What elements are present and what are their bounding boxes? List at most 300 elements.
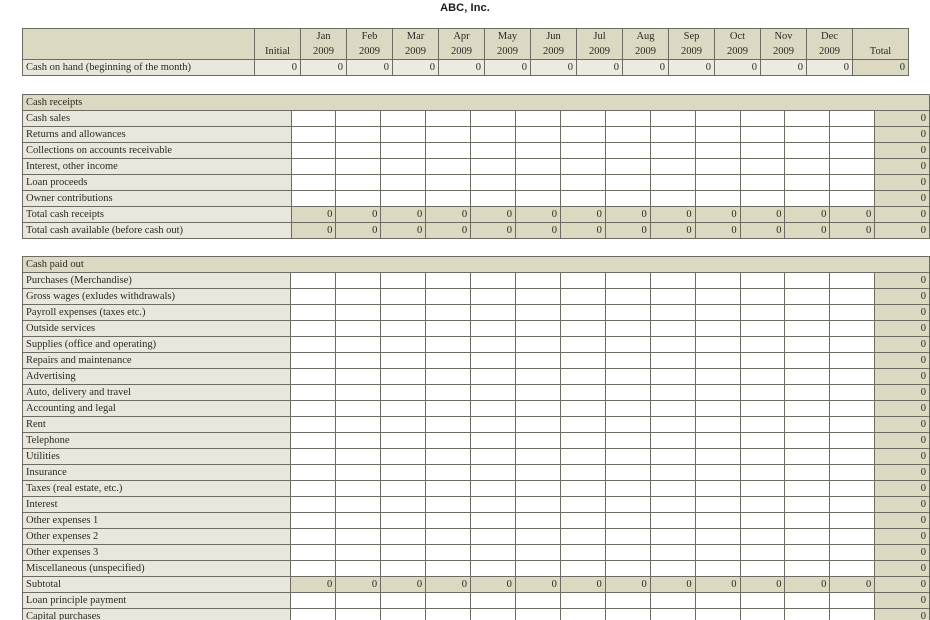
row-input-cell[interactable]: [515, 481, 560, 497]
row-value-cell[interactable]: 0: [516, 207, 561, 223]
row-value-cell[interactable]: 0: [605, 223, 650, 239]
row-input-cell[interactable]: [471, 609, 516, 620]
row-input-cell[interactable]: [426, 545, 471, 561]
row-input-cell[interactable]: [381, 127, 426, 143]
row-value-cell[interactable]: 0: [695, 223, 740, 239]
row-input-cell[interactable]: [650, 353, 695, 369]
row-input-cell[interactable]: [695, 289, 740, 305]
row-input-cell[interactable]: [336, 191, 381, 207]
row-input-cell[interactable]: [650, 337, 695, 353]
row-input-cell[interactable]: [650, 159, 695, 175]
row-input-cell[interactable]: [426, 159, 471, 175]
row-input-cell[interactable]: [291, 529, 336, 545]
row-value-cell[interactable]: 0: [695, 207, 740, 223]
row-input-cell[interactable]: [560, 609, 605, 620]
row-input-cell[interactable]: [381, 353, 426, 369]
row-input-cell[interactable]: [560, 465, 605, 481]
cash-on-hand-cell[interactable]: 0: [669, 60, 715, 76]
row-input-cell[interactable]: [785, 353, 830, 369]
row-input-cell[interactable]: [471, 401, 516, 417]
row-input-cell[interactable]: [695, 401, 740, 417]
row-input-cell[interactable]: [336, 127, 381, 143]
row-input-cell[interactable]: [785, 289, 830, 305]
row-value-cell[interactable]: 0: [560, 223, 605, 239]
row-input-cell[interactable]: [605, 417, 650, 433]
row-input-cell[interactable]: [695, 273, 740, 289]
row-value-cell[interactable]: 0: [830, 223, 875, 239]
row-input-cell[interactable]: [695, 497, 740, 513]
row-input-cell[interactable]: [740, 433, 785, 449]
cash-on-hand-cell[interactable]: 0: [439, 60, 485, 76]
row-input-cell[interactable]: [426, 433, 471, 449]
row-input-cell[interactable]: [830, 191, 875, 207]
row-input-cell[interactable]: [785, 545, 830, 561]
row-input-cell[interactable]: [515, 513, 560, 529]
row-input-cell[interactable]: [515, 593, 560, 609]
row-input-cell[interactable]: [381, 561, 426, 577]
row-input-cell[interactable]: [695, 481, 740, 497]
row-input-cell[interactable]: [336, 449, 381, 465]
row-input-cell[interactable]: [381, 111, 426, 127]
row-input-cell[interactable]: [426, 191, 471, 207]
row-input-cell[interactable]: [695, 545, 740, 561]
row-input-cell[interactable]: [785, 305, 830, 321]
row-input-cell[interactable]: [695, 561, 740, 577]
row-input-cell[interactable]: [426, 561, 471, 577]
row-input-cell[interactable]: [471, 481, 516, 497]
row-input-cell[interactable]: [695, 449, 740, 465]
row-input-cell[interactable]: [336, 385, 381, 401]
row-input-cell[interactable]: [515, 529, 560, 545]
row-input-cell[interactable]: [426, 449, 471, 465]
row-input-cell[interactable]: [560, 385, 605, 401]
row-input-cell[interactable]: [785, 111, 830, 127]
row-input-cell[interactable]: [740, 417, 785, 433]
row-input-cell[interactable]: [381, 273, 426, 289]
row-input-cell[interactable]: [515, 337, 560, 353]
row-input-cell[interactable]: [650, 529, 695, 545]
row-input-cell[interactable]: [471, 191, 516, 207]
row-input-cell[interactable]: [605, 191, 650, 207]
row-input-cell[interactable]: [291, 417, 336, 433]
row-input-cell[interactable]: [605, 127, 650, 143]
row-input-cell[interactable]: [740, 465, 785, 481]
row-input-cell[interactable]: [560, 337, 605, 353]
row-input-cell[interactable]: [695, 127, 740, 143]
row-input-cell[interactable]: [740, 321, 785, 337]
row-input-cell[interactable]: [560, 321, 605, 337]
row-input-cell[interactable]: [516, 175, 561, 191]
row-input-cell[interactable]: [336, 369, 381, 385]
row-input-cell[interactable]: [291, 143, 336, 159]
row-input-cell[interactable]: [336, 417, 381, 433]
row-input-cell[interactable]: [426, 289, 471, 305]
row-value-cell[interactable]: 0: [515, 577, 560, 593]
row-input-cell[interactable]: [785, 433, 830, 449]
row-input-cell[interactable]: [695, 353, 740, 369]
row-input-cell[interactable]: [426, 111, 471, 127]
cash-on-hand-cell[interactable]: 0: [301, 60, 347, 76]
row-input-cell[interactable]: [830, 497, 875, 513]
row-input-cell[interactable]: [515, 433, 560, 449]
row-input-cell[interactable]: [740, 175, 785, 191]
row-input-cell[interactable]: [695, 513, 740, 529]
row-input-cell[interactable]: [695, 369, 740, 385]
row-input-cell[interactable]: [515, 417, 560, 433]
row-input-cell[interactable]: [336, 561, 381, 577]
row-input-cell[interactable]: [785, 337, 830, 353]
cash-on-hand-cell[interactable]: 0: [347, 60, 393, 76]
row-input-cell[interactable]: [560, 191, 605, 207]
row-input-cell[interactable]: [740, 369, 785, 385]
row-input-cell[interactable]: [381, 289, 426, 305]
row-input-cell[interactable]: [785, 385, 830, 401]
row-input-cell[interactable]: [291, 481, 336, 497]
row-input-cell[interactable]: [291, 273, 336, 289]
row-input-cell[interactable]: [785, 159, 830, 175]
row-input-cell[interactable]: [830, 417, 875, 433]
row-input-cell[interactable]: [291, 175, 336, 191]
row-input-cell[interactable]: [515, 561, 560, 577]
row-value-cell[interactable]: 0: [471, 577, 516, 593]
row-input-cell[interactable]: [695, 417, 740, 433]
cash-on-hand-cell[interactable]: 0: [761, 60, 807, 76]
row-input-cell[interactable]: [291, 385, 336, 401]
cash-on-hand-cell[interactable]: 0: [255, 60, 301, 76]
row-input-cell[interactable]: [650, 545, 695, 561]
cash-on-hand-cell[interactable]: 0: [393, 60, 439, 76]
row-input-cell[interactable]: [650, 111, 695, 127]
row-input-cell[interactable]: [426, 273, 471, 289]
row-input-cell[interactable]: [695, 337, 740, 353]
row-input-cell[interactable]: [471, 143, 516, 159]
row-input-cell[interactable]: [471, 305, 516, 321]
row-input-cell[interactable]: [695, 111, 740, 127]
row-value-cell[interactable]: 0: [381, 223, 426, 239]
row-input-cell[interactable]: [605, 353, 650, 369]
row-input-cell[interactable]: [695, 609, 740, 620]
row-input-cell[interactable]: [740, 449, 785, 465]
row-input-cell[interactable]: [650, 385, 695, 401]
row-input-cell[interactable]: [605, 175, 650, 191]
row-input-cell[interactable]: [605, 273, 650, 289]
row-input-cell[interactable]: [336, 111, 381, 127]
row-input-cell[interactable]: [650, 175, 695, 191]
row-input-cell[interactable]: [471, 273, 516, 289]
row-input-cell[interactable]: [381, 465, 426, 481]
row-value-cell[interactable]: 0: [785, 223, 830, 239]
cash-on-hand-cell[interactable]: 0: [715, 60, 761, 76]
row-input-cell[interactable]: [381, 609, 426, 620]
row-input-cell[interactable]: [336, 159, 381, 175]
row-input-cell[interactable]: [560, 111, 605, 127]
row-input-cell[interactable]: [381, 159, 426, 175]
row-input-cell[interactable]: [336, 353, 381, 369]
row-input-cell[interactable]: [381, 191, 426, 207]
row-input-cell[interactable]: [560, 289, 605, 305]
row-input-cell[interactable]: [291, 465, 336, 481]
row-input-cell[interactable]: [830, 111, 875, 127]
row-input-cell[interactable]: [560, 127, 605, 143]
row-input-cell[interactable]: [515, 545, 560, 561]
row-input-cell[interactable]: [605, 529, 650, 545]
row-input-cell[interactable]: [650, 497, 695, 513]
row-input-cell[interactable]: [471, 529, 516, 545]
row-input-cell[interactable]: [515, 353, 560, 369]
row-input-cell[interactable]: [381, 529, 426, 545]
row-input-cell[interactable]: [830, 369, 875, 385]
row-input-cell[interactable]: [740, 289, 785, 305]
row-value-cell[interactable]: 0: [650, 223, 695, 239]
row-value-cell[interactable]: 0: [381, 207, 426, 223]
row-input-cell[interactable]: [740, 191, 785, 207]
row-input-cell[interactable]: [291, 561, 336, 577]
row-input-cell[interactable]: [291, 353, 336, 369]
row-input-cell[interactable]: [291, 127, 336, 143]
row-value-cell[interactable]: 0: [605, 577, 650, 593]
row-input-cell[interactable]: [785, 191, 830, 207]
row-input-cell[interactable]: [605, 401, 650, 417]
cash-on-hand-cell[interactable]: 0: [623, 60, 669, 76]
row-input-cell[interactable]: [516, 191, 561, 207]
row-value-cell[interactable]: 0: [336, 577, 381, 593]
row-input-cell[interactable]: [830, 609, 875, 620]
row-input-cell[interactable]: [605, 593, 650, 609]
row-input-cell[interactable]: [695, 465, 740, 481]
row-input-cell[interactable]: [830, 561, 875, 577]
cash-on-hand-cell[interactable]: 0: [531, 60, 577, 76]
row-input-cell[interactable]: [560, 593, 605, 609]
row-value-cell[interactable]: 0: [471, 207, 516, 223]
row-input-cell[interactable]: [291, 497, 336, 513]
row-value-cell[interactable]: 0: [471, 223, 516, 239]
row-input-cell[interactable]: [650, 513, 695, 529]
row-input-cell[interactable]: [291, 449, 336, 465]
row-input-cell[interactable]: [426, 385, 471, 401]
row-value-cell[interactable]: 0: [291, 207, 336, 223]
row-value-cell[interactable]: 0: [426, 207, 471, 223]
row-input-cell[interactable]: [560, 369, 605, 385]
row-input-cell[interactable]: [471, 369, 516, 385]
row-input-cell[interactable]: [605, 513, 650, 529]
row-input-cell[interactable]: [426, 305, 471, 321]
row-input-cell[interactable]: [605, 609, 650, 620]
row-input-cell[interactable]: [471, 175, 516, 191]
row-input-cell[interactable]: [515, 369, 560, 385]
row-input-cell[interactable]: [740, 481, 785, 497]
row-input-cell[interactable]: [740, 273, 785, 289]
row-input-cell[interactable]: [381, 369, 426, 385]
row-input-cell[interactable]: [650, 305, 695, 321]
row-input-cell[interactable]: [426, 401, 471, 417]
row-value-cell[interactable]: 0: [291, 577, 336, 593]
row-input-cell[interactable]: [426, 353, 471, 369]
row-input-cell[interactable]: [471, 321, 516, 337]
row-input-cell[interactable]: [336, 481, 381, 497]
row-input-cell[interactable]: [560, 433, 605, 449]
row-input-cell[interactable]: [695, 191, 740, 207]
row-input-cell[interactable]: [426, 593, 471, 609]
row-input-cell[interactable]: [426, 417, 471, 433]
row-input-cell[interactable]: [740, 385, 785, 401]
row-input-cell[interactable]: [560, 529, 605, 545]
row-input-cell[interactable]: [560, 545, 605, 561]
row-input-cell[interactable]: [605, 433, 650, 449]
row-input-cell[interactable]: [785, 417, 830, 433]
row-input-cell[interactable]: [830, 321, 875, 337]
row-input-cell[interactable]: [650, 369, 695, 385]
row-input-cell[interactable]: [785, 513, 830, 529]
row-input-cell[interactable]: [740, 127, 785, 143]
row-input-cell[interactable]: [605, 111, 650, 127]
row-input-cell[interactable]: [381, 481, 426, 497]
row-input-cell[interactable]: [650, 401, 695, 417]
row-input-cell[interactable]: [650, 321, 695, 337]
row-input-cell[interactable]: [785, 481, 830, 497]
row-input-cell[interactable]: [605, 497, 650, 513]
row-input-cell[interactable]: [560, 175, 605, 191]
row-input-cell[interactable]: [471, 561, 516, 577]
row-input-cell[interactable]: [336, 289, 381, 305]
row-input-cell[interactable]: [560, 401, 605, 417]
row-input-cell[interactable]: [426, 513, 471, 529]
row-input-cell[interactable]: [291, 111, 336, 127]
row-input-cell[interactable]: [381, 321, 426, 337]
row-input-cell[interactable]: [560, 159, 605, 175]
row-input-cell[interactable]: [650, 593, 695, 609]
row-input-cell[interactable]: [650, 481, 695, 497]
row-input-cell[interactable]: [785, 529, 830, 545]
row-input-cell[interactable]: [650, 143, 695, 159]
row-input-cell[interactable]: [740, 401, 785, 417]
row-input-cell[interactable]: [785, 321, 830, 337]
row-input-cell[interactable]: [740, 159, 785, 175]
row-input-cell[interactable]: [426, 465, 471, 481]
row-input-cell[interactable]: [560, 497, 605, 513]
row-input-cell[interactable]: [336, 433, 381, 449]
row-input-cell[interactable]: [650, 273, 695, 289]
row-input-cell[interactable]: [560, 481, 605, 497]
row-value-cell[interactable]: 0: [830, 577, 875, 593]
cash-on-hand-cell[interactable]: 0: [807, 60, 853, 76]
row-input-cell[interactable]: [471, 513, 516, 529]
row-input-cell[interactable]: [291, 433, 336, 449]
row-input-cell[interactable]: [695, 143, 740, 159]
row-input-cell[interactable]: [605, 449, 650, 465]
row-input-cell[interactable]: [336, 593, 381, 609]
row-input-cell[interactable]: [695, 305, 740, 321]
row-input-cell[interactable]: [291, 513, 336, 529]
row-input-cell[interactable]: [695, 385, 740, 401]
row-input-cell[interactable]: [695, 433, 740, 449]
row-input-cell[interactable]: [515, 321, 560, 337]
row-input-cell[interactable]: [336, 321, 381, 337]
row-input-cell[interactable]: [471, 127, 516, 143]
row-value-cell[interactable]: 0: [740, 223, 785, 239]
row-input-cell[interactable]: [650, 433, 695, 449]
row-value-cell[interactable]: 0: [426, 223, 471, 239]
row-input-cell[interactable]: [785, 401, 830, 417]
row-input-cell[interactable]: [695, 529, 740, 545]
row-input-cell[interactable]: [605, 385, 650, 401]
row-input-cell[interactable]: [336, 465, 381, 481]
row-value-cell[interactable]: 0: [336, 223, 381, 239]
row-input-cell[interactable]: [785, 449, 830, 465]
row-input-cell[interactable]: [426, 175, 471, 191]
row-input-cell[interactable]: [740, 111, 785, 127]
row-input-cell[interactable]: [336, 305, 381, 321]
row-input-cell[interactable]: [515, 401, 560, 417]
row-input-cell[interactable]: [740, 513, 785, 529]
row-input-cell[interactable]: [471, 449, 516, 465]
row-input-cell[interactable]: [336, 175, 381, 191]
row-input-cell[interactable]: [336, 273, 381, 289]
row-input-cell[interactable]: [695, 159, 740, 175]
row-value-cell[interactable]: 0: [785, 207, 830, 223]
row-input-cell[interactable]: [471, 497, 516, 513]
row-input-cell[interactable]: [650, 449, 695, 465]
row-input-cell[interactable]: [830, 143, 875, 159]
row-value-cell[interactable]: 0: [291, 223, 336, 239]
row-input-cell[interactable]: [740, 529, 785, 545]
row-input-cell[interactable]: [515, 289, 560, 305]
row-value-cell[interactable]: 0: [605, 207, 650, 223]
row-input-cell[interactable]: [785, 465, 830, 481]
row-input-cell[interactable]: [426, 337, 471, 353]
row-input-cell[interactable]: [785, 561, 830, 577]
row-input-cell[interactable]: [605, 305, 650, 321]
row-input-cell[interactable]: [740, 561, 785, 577]
row-input-cell[interactable]: [830, 465, 875, 481]
row-value-cell[interactable]: 0: [650, 207, 695, 223]
row-input-cell[interactable]: [605, 545, 650, 561]
row-input-cell[interactable]: [336, 497, 381, 513]
row-input-cell[interactable]: [291, 305, 336, 321]
row-input-cell[interactable]: [650, 609, 695, 620]
row-input-cell[interactable]: [560, 561, 605, 577]
row-input-cell[interactable]: [291, 545, 336, 561]
row-input-cell[interactable]: [426, 321, 471, 337]
row-input-cell[interactable]: [830, 545, 875, 561]
row-input-cell[interactable]: [650, 561, 695, 577]
row-value-cell[interactable]: 0: [830, 207, 875, 223]
row-input-cell[interactable]: [516, 127, 561, 143]
row-input-cell[interactable]: [471, 289, 516, 305]
row-input-cell[interactable]: [560, 417, 605, 433]
row-value-cell[interactable]: 0: [426, 577, 471, 593]
row-input-cell[interactable]: [650, 417, 695, 433]
row-input-cell[interactable]: [471, 111, 516, 127]
row-input-cell[interactable]: [740, 497, 785, 513]
row-input-cell[interactable]: [336, 401, 381, 417]
row-input-cell[interactable]: [830, 449, 875, 465]
row-input-cell[interactable]: [336, 529, 381, 545]
row-input-cell[interactable]: [695, 321, 740, 337]
row-input-cell[interactable]: [605, 159, 650, 175]
row-input-cell[interactable]: [785, 273, 830, 289]
row-input-cell[interactable]: [605, 337, 650, 353]
row-value-cell[interactable]: 0: [695, 577, 740, 593]
row-input-cell[interactable]: [785, 497, 830, 513]
row-input-cell[interactable]: [830, 593, 875, 609]
row-input-cell[interactable]: [830, 385, 875, 401]
row-input-cell[interactable]: [650, 127, 695, 143]
row-input-cell[interactable]: [830, 127, 875, 143]
row-input-cell[interactable]: [336, 609, 381, 620]
row-input-cell[interactable]: [471, 385, 516, 401]
row-input-cell[interactable]: [560, 305, 605, 321]
row-input-cell[interactable]: [515, 465, 560, 481]
